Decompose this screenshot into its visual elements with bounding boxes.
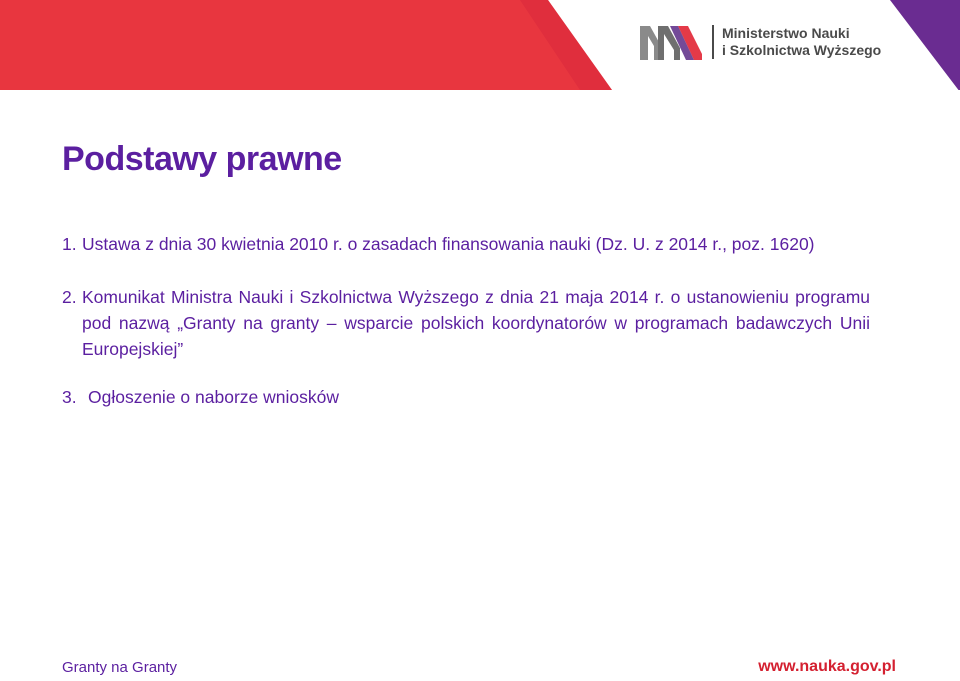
ministry-name-line1: Ministerstwo Nauki [722,25,850,41]
header-red-band [0,0,612,90]
footer-website-link[interactable]: www.nauka.gov.pl [758,658,896,675]
ministry-logo[interactable] [640,20,881,64]
list-item-number: 1. [62,234,77,254]
list-item-number: 2. [62,287,77,307]
list-item [62,284,870,362]
slide-title: Podstawy prawne [62,140,342,178]
legal-basis-list [62,232,870,409]
footer-program-name: Granty na Granty [62,659,178,676]
ministry-name [722,25,881,59]
list-item-text: Ogłoszenie o naborze wniosków [88,387,339,407]
list-item-number: 3. [62,387,77,407]
logo-divider [712,25,714,59]
header-purple-corner [890,0,960,90]
list-item [62,232,870,256]
list-item [62,385,870,409]
list-item-text: Ustawa z dnia 30 kwietnia 2010 r. o zasadach finansowania nauki (Dz. U. z 2014 r., poz. 1620) [82,234,815,254]
ministry-logo-mark-icon [640,24,704,60]
list-item-text: Komunikat Ministra Nauki i Szkolnictwa Wyższego z dnia 21 maja 2014 r. o ustanowieniu programu pod nazwą „Granty na granty – wsparcie polskich koordynatorów w programach badawczych Unii Europejskiej” [82,287,870,359]
ministry-name-line2: i Szkolnictwa Wyższego [722,42,882,58]
